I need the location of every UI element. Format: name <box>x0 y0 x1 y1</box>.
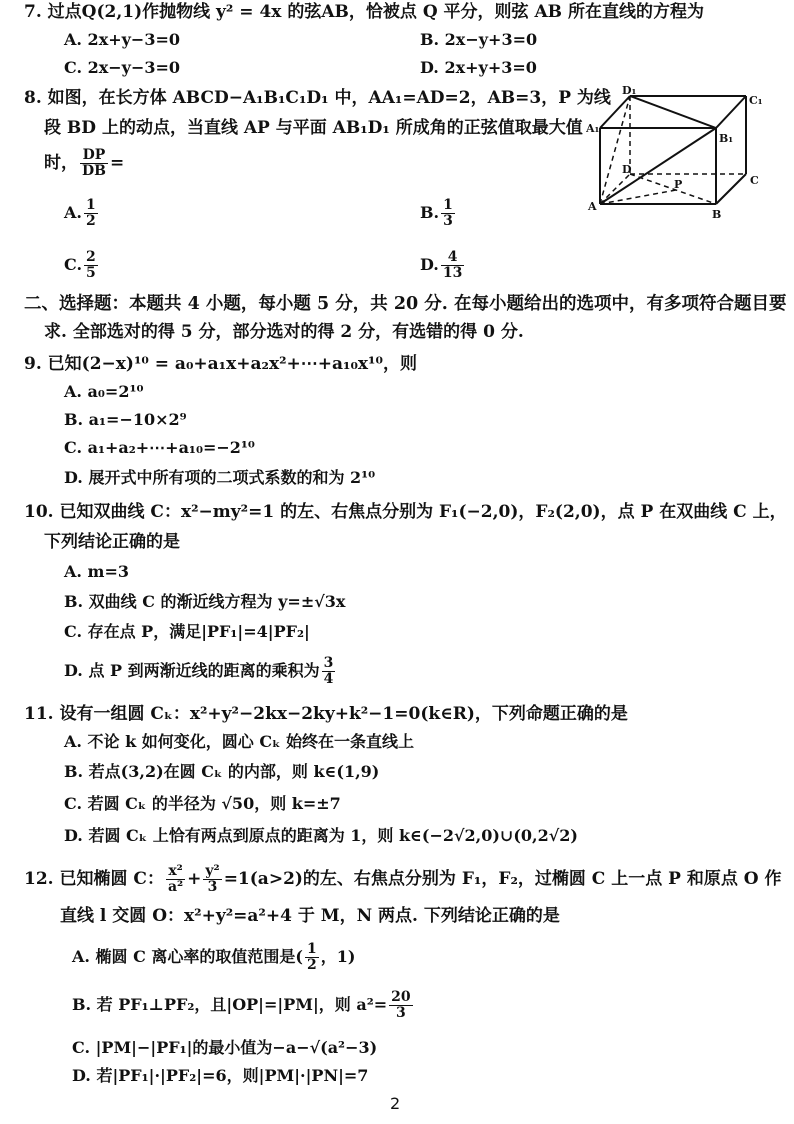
q12-option-b <box>72 990 415 1021</box>
q10-stem-line1: 10. 已知双曲线 C：x²−my²=1 的左、右焦点分别为 F₁(−2,0)，F₂(2,0)，点 P 在双曲线 C 上， <box>24 502 787 522</box>
q9-option-d: D. 展开式中所有项的二项式系数的和为 2¹⁰ <box>64 468 376 487</box>
q8-option-a-den: 2 <box>85 213 96 229</box>
q10-option-d-fraction <box>322 656 336 687</box>
q12-option-a-prefix: A. 椭圆 C 离心率的取值范围是( <box>72 947 304 966</box>
q12-stem-suffix: =1(a>2)的左、右焦点分别为 F₁，F₂，过椭圆 C 上一点 P 和原点 O 作 <box>223 869 782 889</box>
edge-a-d-hidden <box>600 174 630 204</box>
q8-option-a-label: A. <box>64 203 82 222</box>
q8-option-d-num: 4 <box>441 250 464 266</box>
label-c1: C₁ <box>749 94 763 107</box>
label-d1: D₁ <box>622 84 637 97</box>
q10-option-d-text: D. 点 P 到两渐近线的距离的乘积为 <box>64 661 320 680</box>
q12-option-b-prefix: B. 若 PF₁⊥PF₂，且|OP|=|PM|，则 a²= <box>72 995 388 1014</box>
q8-option-c-label: C. <box>64 255 83 274</box>
q12-option-d: D. 若|PF₁|·|PF₂|=6，则|PM|·|PN|=7 <box>72 1066 369 1085</box>
q10-option-a: A. m=3 <box>64 562 130 581</box>
q12-ellipse-x-fraction <box>166 864 185 895</box>
q12-stem-line1 <box>24 864 782 895</box>
q12-option-b-fraction <box>389 990 412 1021</box>
q12-option-b-den: 3 <box>396 1005 406 1021</box>
q7-stem: 7. 过点Q(2,1)作抛物线 y² = 4x 的弦AB，恰被点 Q 平分，则弦 AB 所在直线的方程为 <box>24 2 704 22</box>
q8-option-c-num: 2 <box>86 249 96 265</box>
q8-option-b-den: 3 <box>443 213 453 229</box>
q7-option-b: B. 2x−y+3=0 <box>420 30 538 49</box>
q10-option-d-num: 3 <box>323 655 334 671</box>
label-d: D <box>622 163 632 176</box>
q8-stem-suffix: = <box>109 153 125 173</box>
q9-option-b: B. a₁=−10×2⁹ <box>64 410 187 429</box>
q12-option-a-fraction <box>305 942 319 973</box>
label-b: B <box>712 208 722 221</box>
q8-option-b-fraction <box>441 198 455 229</box>
q7-option-c: C. 2x−y−3=0 <box>64 58 181 77</box>
q8-ratio-fraction <box>80 148 108 179</box>
label-c: C <box>750 174 759 187</box>
q8-stem-line1: 8. 如图，在长方体 ABCD−A₁B₁C₁D₁ 中，AA₁=AD=2，AB=3，P 为线 <box>24 88 611 108</box>
q12-x-num: x² <box>166 864 185 880</box>
q8-option-b-num: 1 <box>443 197 453 213</box>
q10-stem-line2: 下列结论正确的是 <box>44 532 180 552</box>
q10-option-d <box>64 656 337 687</box>
q11-option-b: B. 若点(3,2)在圆 Cₖ 的内部，则 k∈(1,9) <box>64 762 380 781</box>
q8-option-c-fraction <box>84 250 98 281</box>
q12-y-den: 3 <box>207 879 218 895</box>
q12-x-den: a² <box>167 879 184 895</box>
q7-option-a: A. 2x+y−3=0 <box>64 30 181 49</box>
q8-option-d-fraction <box>441 250 464 281</box>
q8-ratio-denominator: DB <box>82 163 106 179</box>
q8-option-d-den: 13 <box>442 265 463 281</box>
q8-stem-line2: 段 BD 上的动点，当直线 AP 与平面 AB₁D₁ 所成角的正弦值取最大值 <box>44 118 583 138</box>
q8-option-d-label: D. <box>420 255 439 274</box>
label-a1: A₁ <box>586 122 600 135</box>
q8-ratio-numerator: DP <box>80 148 108 164</box>
q11-option-a: A. 不论 k 如何变化，圆心 Cₖ 始终在一条直线上 <box>64 732 415 751</box>
section2-instructions-line2: 求. 全部选对的得 5 分，部分选对的得 2 分，有选错的得 0 分. <box>44 322 524 342</box>
q12-stem-line2: 直线 l 交圆 O：x²+y²=a²+4 于 M，N 两点. 下列结论正确的是 <box>60 906 560 926</box>
q12-option-a <box>72 942 355 973</box>
q8-option-d <box>420 250 466 281</box>
q8-option-c <box>64 250 100 281</box>
q9-option-a: A. a₀=2¹⁰ <box>64 382 144 401</box>
section2-instructions-line1: 二、选择题：本题共 4 小题，每小题 5 分，共 20 分. 在每小题给出的选项中，有多项符合题目要 <box>24 294 787 314</box>
q12-ellipse-y-fraction <box>203 864 221 895</box>
q11-option-c: C. 若圆 Cₖ 的半径为 √50，则 k=±7 <box>64 794 341 813</box>
q12-option-c: C. |PM|−|PF₁|的最小值为−a−√(a²−3) <box>72 1038 378 1057</box>
label-a: A <box>588 200 597 213</box>
q8-option-a-num: 1 <box>85 197 96 213</box>
q8-option-a-fraction <box>84 198 98 229</box>
q9-option-c: C. a₁+a₂+⋯+a₁₀=−2¹⁰ <box>64 438 255 457</box>
q12-option-a-num: 1 <box>307 941 317 957</box>
q11-stem: 11. 设有一组圆 Cₖ：x²+y²−2kx−2ky+k²−1=0(k∈R)，下列命题正确的是 <box>24 704 628 724</box>
edge-b-c <box>716 174 746 204</box>
q12-y-num: y² <box>205 863 220 879</box>
q8-option-a <box>64 198 100 229</box>
q7-option-d: D. 2x+y+3=0 <box>420 58 537 77</box>
q10-option-d-den: 4 <box>323 671 334 687</box>
q8-stem-prefix: 时， <box>44 153 78 173</box>
segment-d1-b1 <box>630 96 716 128</box>
q12-option-a-suffix: ，1) <box>320 947 356 966</box>
edge-a1-d1 <box>600 96 630 128</box>
q8-option-b-label: B. <box>420 203 440 222</box>
q8-stem-line3 <box>44 148 124 179</box>
q11-option-d: D. 若圆 Cₖ 上恰有两点到原点的距离为 1，则 k∈(−2√2,0)∪(0,2√2) <box>64 826 578 845</box>
q12-option-a-den: 2 <box>307 957 317 973</box>
label-b1: B₁ <box>719 132 734 145</box>
label-p: P <box>674 178 683 191</box>
q12-stem-prefix: 12. 已知椭圆 C： <box>24 869 164 889</box>
q9-stem: 9. 已知(2−x)¹⁰ = a₀+a₁x+a₂x²+⋯+a₁₀x¹⁰，则 <box>24 354 417 374</box>
q8-cuboid-figure <box>586 84 766 224</box>
q10-option-b: B. 双曲线 C 的渐近线方程为 y=±√3x <box>64 592 346 611</box>
q8-option-b <box>420 198 457 229</box>
q12-plus: + <box>187 869 202 889</box>
q10-option-c: C. 存在点 P，满足|PF₁|=4|PF₂| <box>64 622 310 641</box>
q8-option-c-den: 5 <box>86 265 96 281</box>
segment-d-b-hidden <box>630 174 716 204</box>
q12-option-b-num: 20 <box>391 989 411 1005</box>
page-number: 2 <box>390 1094 401 1113</box>
edge-b1-c1 <box>716 96 746 128</box>
